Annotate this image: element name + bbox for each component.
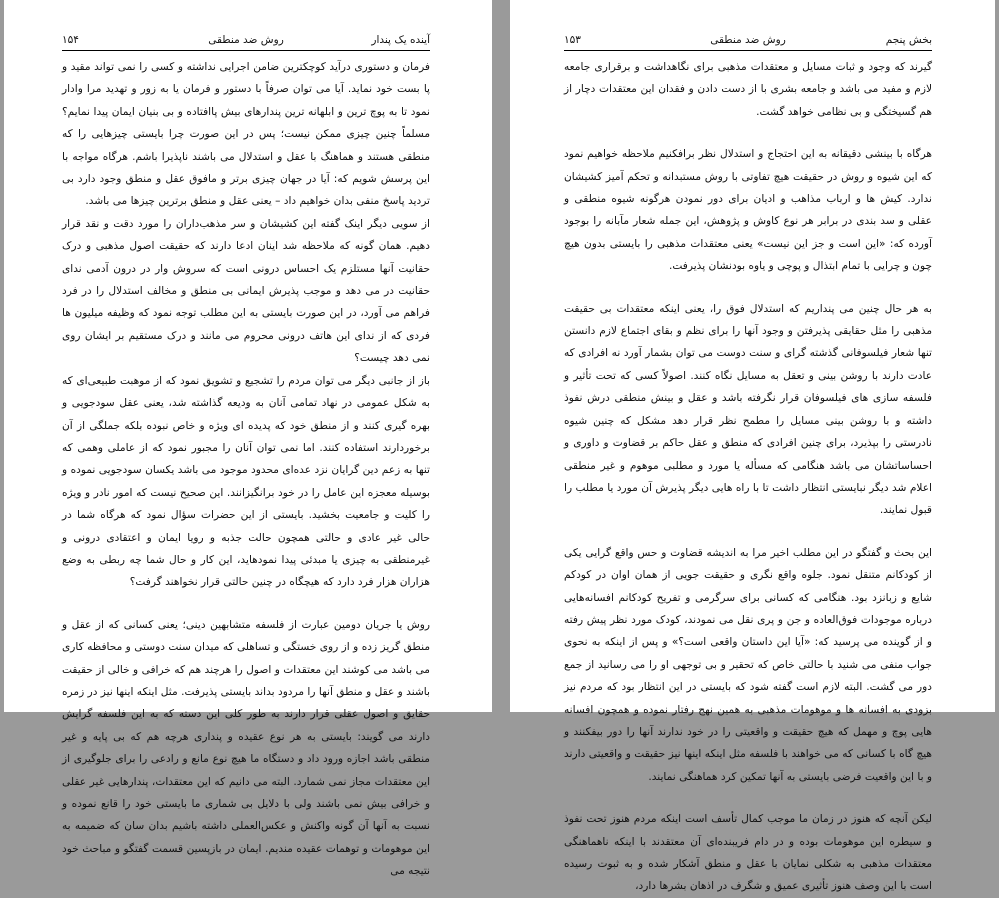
text-line: اجازه ورود داد و دستگاه ما هیچ نوع مانع و رادعی را برای جلوگیری از این معتقدات مجاز نمی شمارد. البته (62, 753, 431, 788)
text-line: و مطلبی موهوم و غیر منطقی اعلام شد دیگر نبایستی انتظار داشت تا با راه هایی دیگر پذیرش آن مورد یا (564, 459, 933, 494)
text-line: بیش پاافتاده و بی بنیان ایمان پیدا نمایم؟ مسلماً چنین چیزی ممکن نیست؛ پس در این صورت چرا (62, 105, 431, 141)
paragraph (564, 298, 932, 522)
text-line: فلسفه گرایش دارند می گویند: بایستی به هر نوع عقیده و پنداری هرچه هم که بی پایه و غیر منطقی باشد (62, 708, 430, 766)
text-line: نهج رفتار نموده و همچون افسانه هایی پوچ و مهمل که هیچ حقیقت و واقعیتی را در خود ندارند آنها را دور (564, 703, 932, 738)
text-line: پذیرفت. مثل اینکه اینها نیز در زمره حقایق و اصول عقلی قرار دارند به طور کلی این دسته که به این (62, 685, 430, 721)
text-line: موهومات بوده و در دام فریبنده‌ای آن معتقدند با اینکه ناهماهنگی معتقدات مذهبی به شکلی نمایان با عقل (564, 835, 932, 870)
text-line: باز از جانبی دیگر می توان مردم را تشجیع و تشویق نمود که از موهبت طبیعی‌ای که به شکل عمومی (62, 374, 430, 410)
text-line: چون و چرایی با تمام ابتذال و پوچی و یاوه بودنشان پذیرفت. (669, 260, 932, 273)
text-line: اصولاً کسی که تحت تأثیر و فلسفه سازی های فیلسوفان قرار نگرفته باشد و عقل و بینش منطقی درش (564, 369, 932, 405)
text-line: بیفکنند و هیچ گاه با کسانی که می خواهند با فلسفه مثل اینکه اینها نیز حقیقت و واقعیتی دارند و با این واقعیت (564, 725, 932, 783)
text-line: بدان خواهیم داد – یعنی عقل و منطق برترین چیزها می باشد. (85, 195, 353, 208)
paragraph (62, 370, 430, 594)
text-line: و منطق آشکار شده و به ثبوت رسیده است با این وصف هنوز تأثیری عمیق و شگرف در اذهان بشرها دارد، (564, 858, 932, 893)
text-line: فردی که از ندای این هاتف درونی محروم می مانند و درک مستقیم بر ایشان روی نمی دهد چیست؟ (62, 329, 430, 365)
text-line: این بحث و گفتگو در این مطلب اخیر مرا به اندیشه قضاوت و حس واقع گرایی یکی از کودکانم متنقل (564, 546, 933, 582)
text-line: در نهاد تمامی آنان به ودیعه گذاشته شد، یعنی عقل سودجویی و بهره گیری کنند و از منطق خود که (62, 397, 430, 432)
text-line: روش یا جریان دومین عبارت از فلسفه متشابهین دینی؛ یعنی کسانی که از عقل و منطق گریز زده و (62, 618, 430, 654)
paragraph (564, 808, 932, 898)
right-page (510, 0, 995, 893)
text-line: نمود. جلوه واقع نگری و حقیقت جویی از همان اوان در کودکم شایع و زبانزد بود. هنگامی که کسانی برای (564, 569, 932, 604)
text-line: با این پرسش شویم که: آیا در جهان چیزی برتر و مافوق عقل و منطق وجود دارد بی تردید پاسخ منفی (62, 150, 430, 208)
text-line: است گفته شود که بایستی در این انتظار بود که مردم نیز بزودی به افسانه ها و موهومات مذهبی به همین (564, 681, 932, 716)
text-line: بایستی خود را قانع نموده و نسبت به آنها آن گونه واکنش و عکس‌العملی داشته باشیم بدان سان که (62, 798, 430, 833)
page-body (564, 56, 932, 898)
paragraph (564, 143, 932, 277)
text-line: که ملاحظه شد اینان ادعا دارند که حقیقت اصول مذهبی و درک حقانیت آنها مستلزم یک احساس درونی (62, 240, 431, 275)
paragraph-gap (564, 278, 932, 298)
text-line: که از عاملی وهمی که تنها به زعم دین گرایان نزد عده‌ای محدود موجود می باشد یکسان سودجویی نموده (62, 441, 430, 477)
text-line: بایستی چیزهایی را که منطقی هستند و هماهنگ با عقل و استدلال می باشند ناپذیرا باشم. هرگاه مواجه (62, 128, 430, 163)
paragraph-gap (564, 522, 932, 542)
text-line: از سویی دیگر اینک گفته این کشیشان و سر مذهب‌داران را مورد دقت و نقد قرار دهیم. همان گونه (62, 217, 430, 253)
section-title: بخش پنجم (885, 34, 932, 46)
text-line: می دانیم که این معتقدات، پندارهایی غیر عقلی و خرافی بیش نمی باشند ولی با دلایل بی شماری ما (62, 775, 430, 810)
text-line: منفی می شنید با حالتی خاص که تحقیر و بی توجهی او را می رسانید از جمع دور می گشت. البته لازم (564, 658, 932, 694)
chapter-title: روش ضد منطقی (208, 34, 284, 46)
text-line: هرگاه با بینشی دقیقانه به این احتجاج و استدلال نظر برافکنیم ملاحظه خواهیم نمود که این شیوه و (564, 148, 933, 183)
paragraph (564, 56, 932, 123)
text-line: پدیده ای ویژه و خاص نبوده بلکه جملگی از آن برخوردارند استفاده کنند. اما نمی توان آنان را مجبور نمود (62, 419, 430, 454)
paragraph (564, 542, 932, 788)
text-line: حقایقی پذیرفتن و وجود آنها را برای نظم و بقای اجتماع لازم دانستن تنها شعار فیلسوفانی گذشته گرای و (564, 325, 932, 360)
text-line: سرگرمی و تفریح کودکانم افسانه‌هایی درباره موجودات فوق‌العاده و جن و پری نقل می نمودند، کودک مورد (564, 591, 932, 626)
text-line: شعار مآبانه را بوجود آورده که: «این است و جز این نیست» یعنی معتقدات مذهبی را بایستی بدون هیچ (564, 215, 932, 250)
page-header (62, 32, 430, 51)
page-body (62, 56, 430, 883)
text-line: ضمیمه به این موهومات و توهمات عقیده مندیم. ایمان در بازپسین قسمت گفتگو و مباحث خود نتیجه می (62, 820, 430, 878)
text-line: از روی خستگی و تساهلی که میدان سنت دوستی و محافظه کاری می باشد می کوشند این معتقدات و (62, 641, 430, 676)
paragraph-gap (564, 788, 932, 808)
paragraph-gap (564, 123, 932, 143)
text-line: گیرند که وجود و ثبات مسایل و معتقدات مذهبی برای نگاهداشت و برقراری جامعه لازم و مفید می باشد و (564, 61, 932, 96)
text-line: استدلال را در فرد فراهم می آورد، در این صورت بایستی به این مطلب توجه نمود که وظیفه میلیون ها (62, 285, 430, 320)
text-line: فرضی بایستی به آنها تمکین کرد هماهنگی نمایند. (648, 770, 862, 783)
text-line: رویا ایمان و اعتقادی درونی و غیرمنطقی به چیزی یا مبدئی پیدا نمودهاید، این کار و حال شما چه ربطی به (62, 531, 430, 566)
text-line: اصول را هرچند هم که خرافی و خالی از حقیقت باشند و عقل و منطق آنها را مردود بداند بایستی (62, 663, 430, 698)
text-line: بخشید. بایستی از این حضرات سؤال نمود که هرگاه شما در حالی غیر عادی و حالتی همچون حالت جذبه و (62, 509, 431, 544)
text-line: فرمان و دستوری درآید کوچکترین ضامن اجرایی نداشته و کسی را نمی تواند مقید و پا بست خود نماید. (62, 61, 430, 96)
paragraph-gap (62, 594, 430, 614)
text-line: جامعه بشری با از دست دادن و فقدان این معتقدات دچار از هم گسیختگی و بی نظامی خواهد گشت. (564, 83, 932, 118)
text-line: به هر حال چنین می پنداریم که استدلال فوق را، یعنی اینکه معتقدات بی حقیقت مذهبی را مثل (564, 302, 932, 338)
text-line: سنت دوست می توان بشمار آورد نه افرادی که عادت دارند با روشن بینی و تعقل به مسایل نگاه کنند. (564, 347, 933, 382)
text-line: است که سروش وار در درون آدمی ندای حقانیت در می دهد و موجب پذیرش ایمانی بی منطق و مخالف (62, 262, 430, 298)
paragraph (62, 614, 430, 883)
text-line: مطلب را قبول نمایند. (564, 481, 932, 517)
chapter-title: روش ضد منطقی (710, 34, 786, 46)
page-header (564, 32, 932, 51)
left-page (4, 0, 492, 878)
text-line: نفوذ داشته و با روشن بینی مسایل را مطمح نظر قرار دهد مشکل که چنین شیوه نادرستی را بپذیرد، برای (564, 392, 932, 450)
text-line: وضع هزاران هزار فرد دارد که هیچگاه در چنین حالتی قرار نخواهند گرفت؟ (62, 553, 430, 589)
text-line: نظر پیش رفته و از گوینده می پرسید که: «آیا این داستان واقعی است؟» و پس از اینکه به نحوی جواب (564, 613, 932, 671)
text-line: و بوسیله معجزه این عامل را در خود برانگیزانند. این صحیح نیست که امور نادر و ویژه را کلیت و جامعیت (62, 464, 430, 522)
text-line: آیا می توان صرفاً با دستور و فرمان یا به زور و تهدید مرا وادار نمود تا به پوچ ترین و ابلهانه ترین پندارهای (62, 83, 430, 118)
paragraph (62, 213, 430, 370)
text-line: چنین افرادی که منطق و عقل حاکم بر قضاوت و داوری و احساساتشان می باشد هنگامی که مسأله یا مورد (564, 437, 932, 472)
text-line: روش در حقیقت هیچ تفاوتی با روش مستبدانه و تحکم آمیز کشیشان ندارد. کیش ها و ارباب مذاهب و (564, 170, 932, 206)
text-line: ادیان برای دور نمودن هرگونه شیوه منطقی و عقلی و سد بندی در برابر هر نوع کاوش و پژوهش، این جمله (564, 193, 932, 228)
page-number: ۱۵۳ (564, 34, 581, 46)
page-number: ۱۵۴ (62, 34, 79, 46)
paragraph (62, 56, 430, 213)
text-line: لیکن آنچه که هنوز در زمان ما موجب کمال تأسف است اینکه مردم هنوز تحت نفوذ و سیطره این (564, 813, 933, 848)
book-title: آینده یک پندار (371, 34, 430, 46)
